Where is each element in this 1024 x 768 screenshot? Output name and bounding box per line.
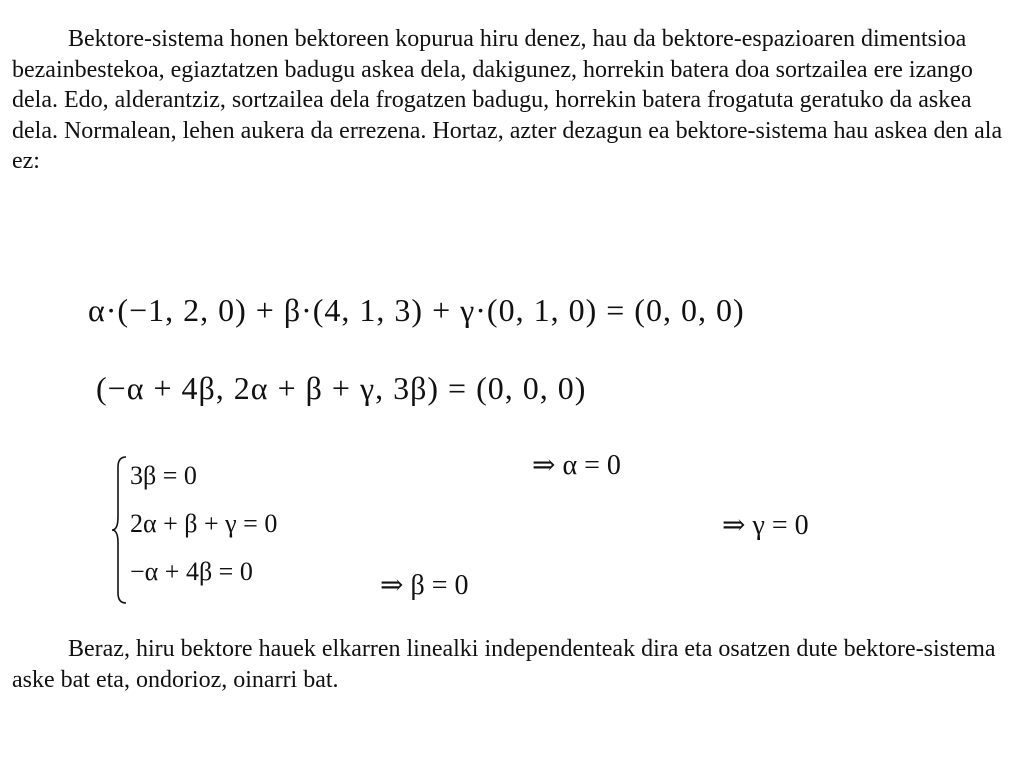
- conclusion-paragraph: [12, 634, 1020, 695]
- intro-paragraph: [12, 24, 1020, 177]
- result-gamma: ⇒ γ = 0: [722, 510, 809, 541]
- equation-linear-combination: α·(−1, 2, 0) + β·(4, 1, 3) + γ·(0, 1, 0) = (0, 0, 0): [88, 292, 745, 328]
- system-row-2: 2α + β + γ = 0: [130, 509, 278, 538]
- result-beta: ⇒ β = 0: [380, 570, 469, 601]
- intro-text: Bektore-sistema honen bektoreen kopurua hiru denez, hau da bektore-espazioaren dimentsioa bezainbestekoa, egiaztatzen badugu askea dela, dakigunez, horrekin batera doa sortzailea ere izango dela. Edo, alderantziz, sortzailea dela frogatzen badugu, horrekin batera frogatuta geratuko da askea dela. Normalean, lehen aukera da errezena. Hortaz, azter dezagun ea bektore-sistema hau askea den ala ez:: [12, 26, 1003, 174]
- system-row-1: 3β = 0: [130, 461, 197, 490]
- equation-system: [112, 455, 372, 605]
- left-brace-icon: [112, 455, 128, 605]
- system-row-3: −α + 4β = 0: [130, 557, 253, 586]
- conclusion-text: Beraz, hiru bektore hauek elkarren linealki independenteak dira eta osatzen dute bektore-sistema aske bat eta, ondorioz, oinarri bat.: [12, 636, 996, 693]
- result-alpha: ⇒ α = 0: [532, 450, 621, 481]
- equation-component-form: (−α + 4β, 2α + β + γ, 3β) = (0, 0, 0): [96, 370, 587, 406]
